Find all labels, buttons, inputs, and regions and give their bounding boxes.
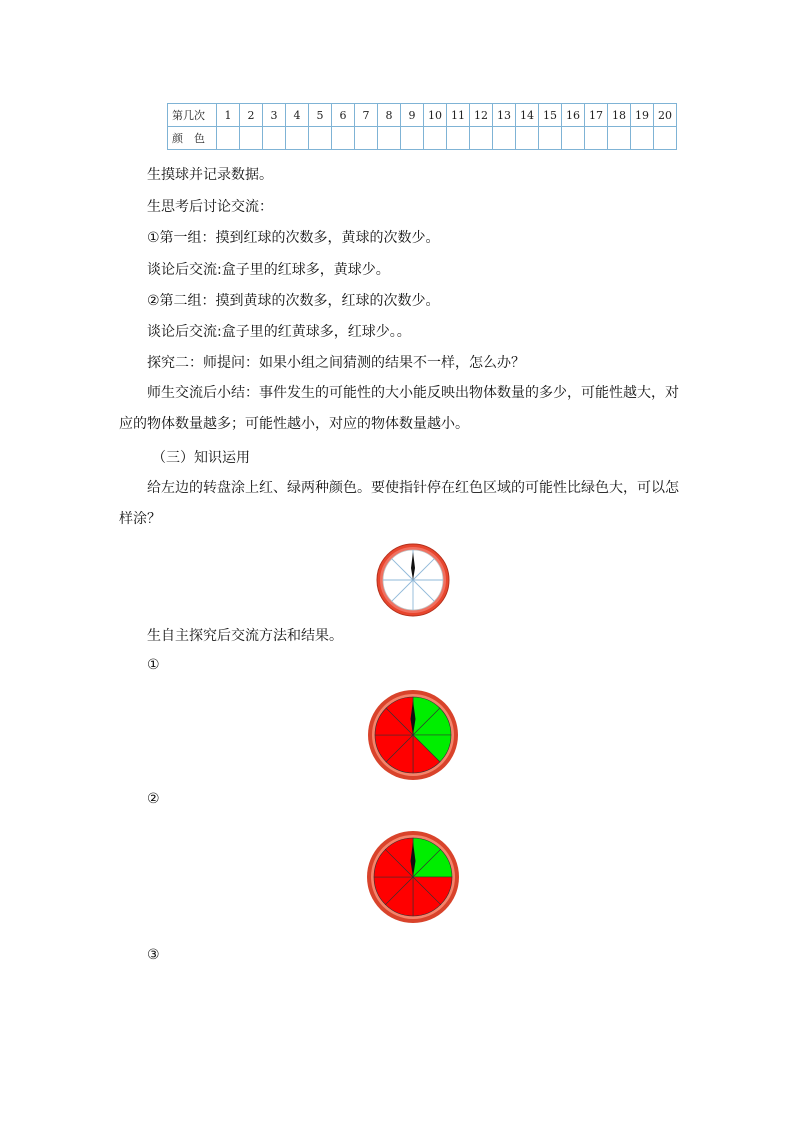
col-4: 4 — [286, 104, 309, 127]
col-1: 1 — [217, 104, 240, 127]
col-19: 19 — [631, 104, 654, 127]
color-cell — [447, 127, 470, 150]
text-line-group2-conclusion: 谈论后交流:盒子里的红黄球多，红球少。。 — [147, 324, 411, 340]
col-10: 10 — [424, 104, 447, 127]
col-17: 17 — [585, 104, 608, 127]
color-cell — [309, 127, 332, 150]
col-15: 15 — [539, 104, 562, 127]
marker-3: ③ — [147, 947, 160, 963]
color-cell — [470, 127, 493, 150]
col-11: 11 — [447, 104, 470, 127]
text-line-record: 生摸球并记录数据。 — [147, 167, 273, 183]
color-cell — [654, 127, 677, 150]
text-line-explore2: 探究二：师提问：如果小组之间猜测的结果不一样，怎么办？ — [147, 355, 525, 371]
col-8: 8 — [378, 104, 401, 127]
record-table — [167, 103, 677, 150]
col-14: 14 — [516, 104, 539, 127]
spinner-answer-2 — [366, 830, 460, 924]
row-header-trial: 第几次 — [168, 104, 217, 127]
color-cell — [562, 127, 585, 150]
color-cell — [608, 127, 631, 150]
color-cell — [539, 127, 562, 150]
color-cell — [332, 127, 355, 150]
col-12: 12 — [470, 104, 493, 127]
color-cell — [631, 127, 654, 150]
color-cell — [355, 127, 378, 150]
table-row — [168, 127, 677, 150]
col-7: 7 — [355, 104, 378, 127]
blank-spinner — [375, 542, 451, 618]
summary-paragraph — [119, 378, 679, 440]
col-2: 2 — [240, 104, 263, 127]
text-line-explore-self: 生自主探究后交流方法和结果。 — [147, 628, 343, 644]
color-cell — [217, 127, 240, 150]
task-text: 给左边的转盘涂上红、绿两种颜色。要使指针停在红色区域的可能性比绿色大，可以怎样涂？ — [119, 480, 679, 527]
section-heading: （三）知识运用 — [152, 450, 250, 466]
text-line-group2: ②第二组：摸到黄球的次数多，红球的次数少。 — [147, 293, 440, 309]
color-cell — [493, 127, 516, 150]
color-cell — [378, 127, 401, 150]
spinner-answer-1 — [367, 689, 459, 781]
col-9: 9 — [401, 104, 424, 127]
color-cell — [263, 127, 286, 150]
col-3: 3 — [263, 104, 286, 127]
marker-2: ② — [147, 791, 160, 807]
col-5: 5 — [309, 104, 332, 127]
marker-1: ① — [147, 657, 160, 673]
text-line-group1: ①第一组：摸到红球的次数多，黄球的次数少。 — [147, 230, 440, 246]
color-cell — [424, 127, 447, 150]
col-16: 16 — [562, 104, 585, 127]
color-cell — [516, 127, 539, 150]
color-cell — [286, 127, 309, 150]
table-row — [168, 104, 677, 127]
text-line-group1-conclusion: 谈论后交流:盒子里的红球多，黄球少。 — [147, 262, 390, 278]
color-cell — [401, 127, 424, 150]
color-cell — [240, 127, 263, 150]
summary-text: 师生交流后小结：事件发生的可能性的大小能反映出物体数量的多少，可能性越大，对应的物体数量越多；可能性越小，对应的物体数量越小。 — [119, 385, 679, 432]
col-18: 18 — [608, 104, 631, 127]
text-line-discuss: 生思考后讨论交流： — [147, 199, 273, 215]
task-paragraph — [119, 473, 679, 535]
col-20: 20 — [654, 104, 677, 127]
col-13: 13 — [493, 104, 516, 127]
row-header-color: 颜 色 — [168, 127, 217, 150]
col-6: 6 — [332, 104, 355, 127]
color-cell — [585, 127, 608, 150]
